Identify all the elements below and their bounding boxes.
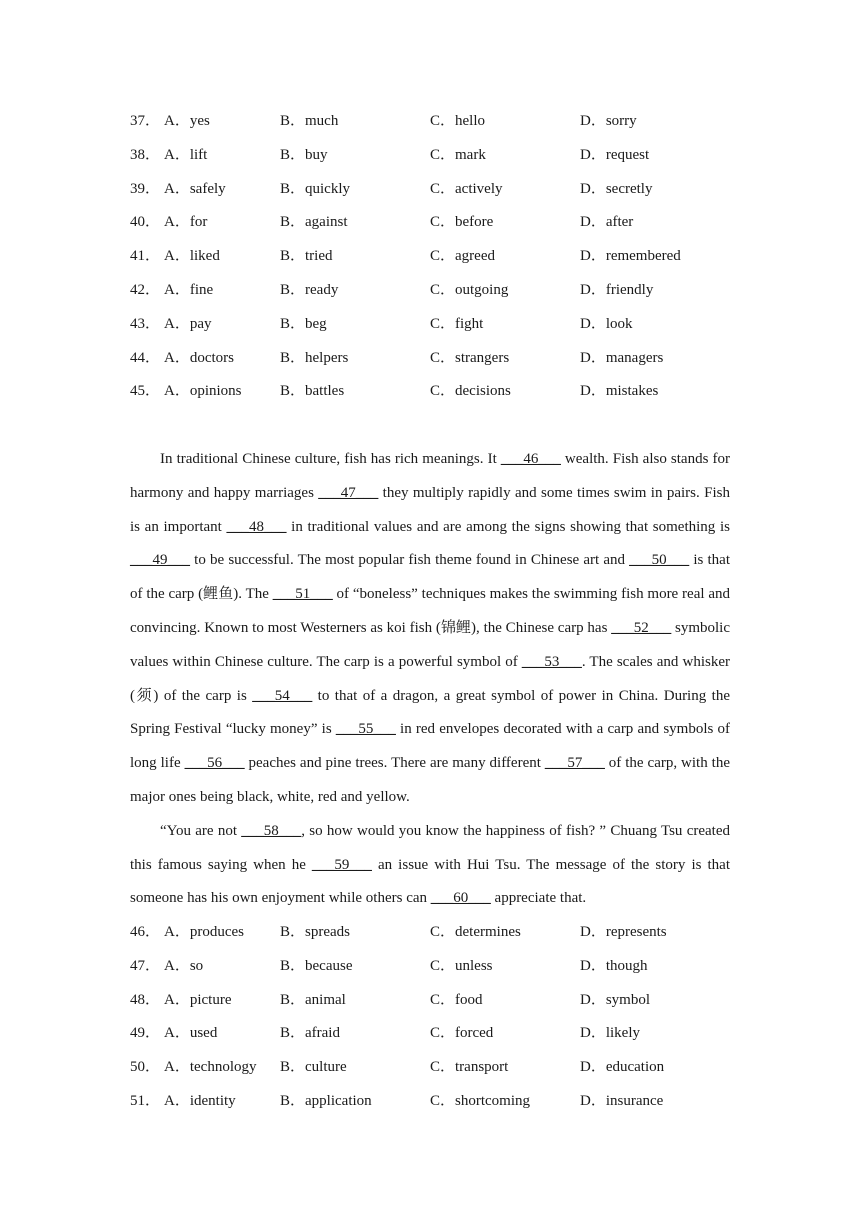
question-number: 41．	[130, 248, 161, 265]
question-number: 42．	[130, 281, 161, 298]
option-d: D．after	[580, 214, 634, 231]
option-c: C．actively	[430, 180, 503, 197]
question-number: 45．	[130, 383, 161, 400]
passage-paragraph-1	[130, 443, 730, 815]
option-a: A．identity	[164, 1092, 236, 1109]
cloze-passage	[130, 443, 730, 916]
option-a: A．picture	[164, 991, 232, 1008]
option-d: D．though	[580, 957, 648, 974]
passage-paragraph-2	[130, 815, 730, 916]
option-a: A．pay	[164, 315, 212, 332]
option-b: B．helpers	[280, 349, 349, 366]
option-c: C．agreed	[430, 248, 495, 265]
passage-text: “You are not	[160, 822, 242, 839]
question-number: 43．	[130, 315, 161, 332]
option-b: B．much	[280, 113, 339, 129]
question-number: 37．	[130, 113, 161, 129]
option-a: A．doctors	[164, 349, 234, 366]
cloze-blank: ___57___	[544, 755, 605, 772]
passage-text: appreciate that.	[490, 890, 587, 907]
option-c: C．mark	[430, 146, 486, 163]
option-c: C．decisions	[430, 383, 511, 400]
option-b: B．buy	[280, 146, 328, 163]
cloze-blank: ___47___	[318, 484, 379, 501]
passage-text: in red envelopes decorated with a carp and symbols of long life	[130, 721, 730, 772]
cloze-blank: ___56___	[184, 755, 245, 772]
passage-text: in traditional values and are among the signs showing that something is	[286, 518, 730, 535]
question-number: 48．	[130, 991, 161, 1008]
option-a: A．fine	[164, 281, 214, 298]
cloze-blank: ___52___	[611, 619, 672, 636]
option-a: A．lift	[164, 146, 208, 163]
passage-text: , so how would you know the happiness of fish? ” Chuang Tsu created this famous saying when he	[130, 822, 730, 873]
cloze-blank: ___46___	[500, 451, 561, 467]
passage-text: of the carp, with the major ones being black, white, red and yellow.	[130, 755, 730, 805]
option-a: A．produces	[164, 924, 244, 940]
option-b: B．afraid	[280, 1025, 340, 1042]
option-b: B．tried	[280, 248, 333, 265]
passage-text: wealth. Fish also stands for harmony and happy marriages	[130, 451, 730, 501]
question-number: 44．	[130, 349, 161, 366]
cloze-blank: ___59___	[311, 856, 372, 873]
option-c: C．before	[430, 214, 494, 231]
passage-text: symbolic values within Chinese culture. The carp is a powerful symbol of	[130, 619, 730, 670]
option-d: D．likely	[580, 1025, 640, 1042]
option-b: B．application	[280, 1092, 372, 1109]
option-d: D．education	[580, 1059, 665, 1076]
option-a: A．safely	[164, 180, 226, 197]
passage-text: to be successful. The most popular fish theme found in Chinese art and	[190, 552, 630, 569]
option-c: C．forced	[430, 1025, 494, 1042]
option-c: C．determines	[430, 924, 521, 940]
passage-text: to that of a dragon, a great symbol of power in China. During the Spring Festival “lucky money” is	[130, 687, 730, 738]
option-a: A．technology	[164, 1059, 257, 1076]
option-c: C．transport	[430, 1059, 509, 1076]
option-c: C．shortcoming	[430, 1092, 530, 1109]
cloze-blank: ___48___	[226, 518, 287, 535]
option-a: A．for	[164, 214, 208, 231]
passage-text: they multiply rapidly and some times swim in pairs. Fish is an important	[130, 484, 730, 535]
option-d: D．insurance	[580, 1092, 664, 1109]
option-a: A．yes	[164, 113, 210, 129]
option-b: B．beg	[280, 315, 327, 332]
option-c: C．food	[430, 991, 483, 1008]
cloze-blank: ___53___	[521, 653, 582, 670]
option-c: C．outgoing	[430, 281, 509, 298]
question-number: 39．	[130, 180, 161, 197]
option-b: B．battles	[280, 383, 345, 400]
passage-text: . The scales and whisker (须) of the carp is	[130, 653, 730, 704]
cloze-blank: ___58___	[241, 822, 302, 839]
option-d: D．sorry	[580, 113, 637, 129]
question-number: 51．	[130, 1092, 161, 1109]
option-b: B．culture	[280, 1059, 347, 1076]
option-c: C．strangers	[430, 349, 510, 366]
option-b: B．spreads	[280, 924, 350, 940]
passage-text: of “boneless” techniques makes the swimming fish more real and convincing. Known to most Westerners as koi fish (锦鲤), the Chinese carp has	[130, 586, 730, 636]
option-b: B．quickly	[280, 180, 350, 197]
passage-text: peaches and pine trees. There are many different	[244, 755, 545, 772]
question-number: 38．	[130, 146, 161, 163]
option-d: D．managers	[580, 349, 664, 366]
cloze-blank: ___55___	[335, 721, 396, 738]
option-d: D．mistakes	[580, 383, 659, 400]
option-b: B．against	[280, 214, 348, 231]
question-number: 49．	[130, 1025, 161, 1042]
option-a: A．liked	[164, 248, 220, 265]
option-a: A．used	[164, 1025, 218, 1042]
option-b: B．because	[280, 957, 353, 974]
option-d: D．symbol	[580, 991, 651, 1008]
option-d: D．represents	[580, 924, 667, 940]
option-d: D．friendly	[580, 281, 654, 298]
passage-text: In traditional Chinese culture, fish has rich meanings. It	[160, 451, 501, 467]
option-d: D．look	[580, 315, 633, 332]
passage-text: is that of the carp (鲤鱼). The	[130, 552, 730, 603]
option-a: A．so	[164, 957, 204, 974]
question-number: 46．	[130, 924, 161, 940]
option-d: D．request	[580, 146, 650, 163]
question-number: 47．	[130, 957, 161, 974]
cloze-blank: ___50___	[629, 552, 690, 569]
option-d: D．remembered	[580, 248, 681, 265]
option-c: C．hello	[430, 113, 485, 129]
option-d: D．secretly	[580, 180, 653, 197]
option-b: B．ready	[280, 281, 339, 298]
option-b: B．animal	[280, 991, 346, 1008]
question-number: 50．	[130, 1059, 161, 1076]
passage-text: an issue with Hui Tsu. The message of the story is that someone has his own enjoyment while others can	[130, 856, 731, 907]
cloze-blank: ___51___	[272, 586, 333, 603]
option-c: C．fight	[430, 315, 484, 332]
option-c: C．unless	[430, 957, 493, 974]
cloze-blank: ___49___	[130, 552, 190, 569]
option-a: A．opinions	[164, 383, 242, 400]
question-number: 40．	[130, 214, 161, 231]
cloze-blank: ___60___	[430, 890, 491, 907]
cloze-blank: ___54___	[252, 687, 313, 704]
